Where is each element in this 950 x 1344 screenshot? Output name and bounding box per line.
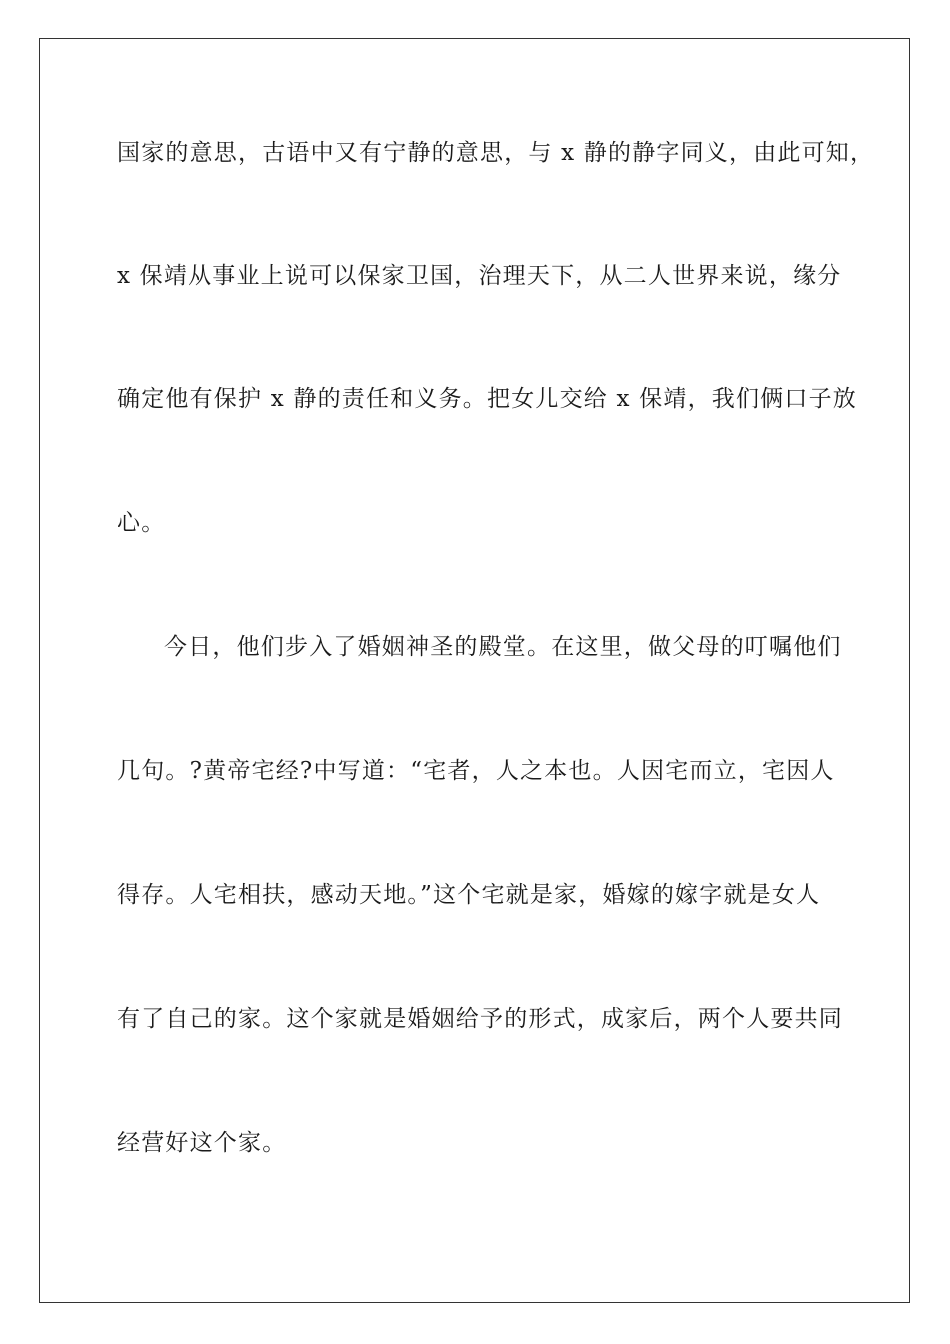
text-line: 有了自己的家。这个家就是婚姻给予的形式，成家后，两个人要共同 <box>117 1006 843 1032</box>
text-line: 得存。人宅相扶，感动天地。”这个宅就是家，婚嫁的嫁字就是女人 <box>117 882 821 908</box>
text-line: 心。 <box>117 510 166 536</box>
text-line: 今日，他们步入了婚姻神圣的殿堂。在这里，做父母的叮嘱他们 <box>164 634 842 660</box>
text-line: 几句。?黄帝宅经?中写道：“宅者，人之本也。人因宅而立，宅因人 <box>117 758 835 784</box>
text-line: 经营好这个家。 <box>117 1130 287 1156</box>
text-line: 确定他有保护 x 静的责任和义务。把女儿交给 x 保靖，我们俩口子放 <box>117 386 857 412</box>
text-line: 国家的意思，古语中又有宁静的意思，与 x 静的静字同义，由此可知， <box>117 140 875 166</box>
page-border <box>39 38 910 1303</box>
text-line: x 保靖从事业上说可以保家卫国，治理天下，从二人世界来说，缘分 <box>117 263 842 289</box>
